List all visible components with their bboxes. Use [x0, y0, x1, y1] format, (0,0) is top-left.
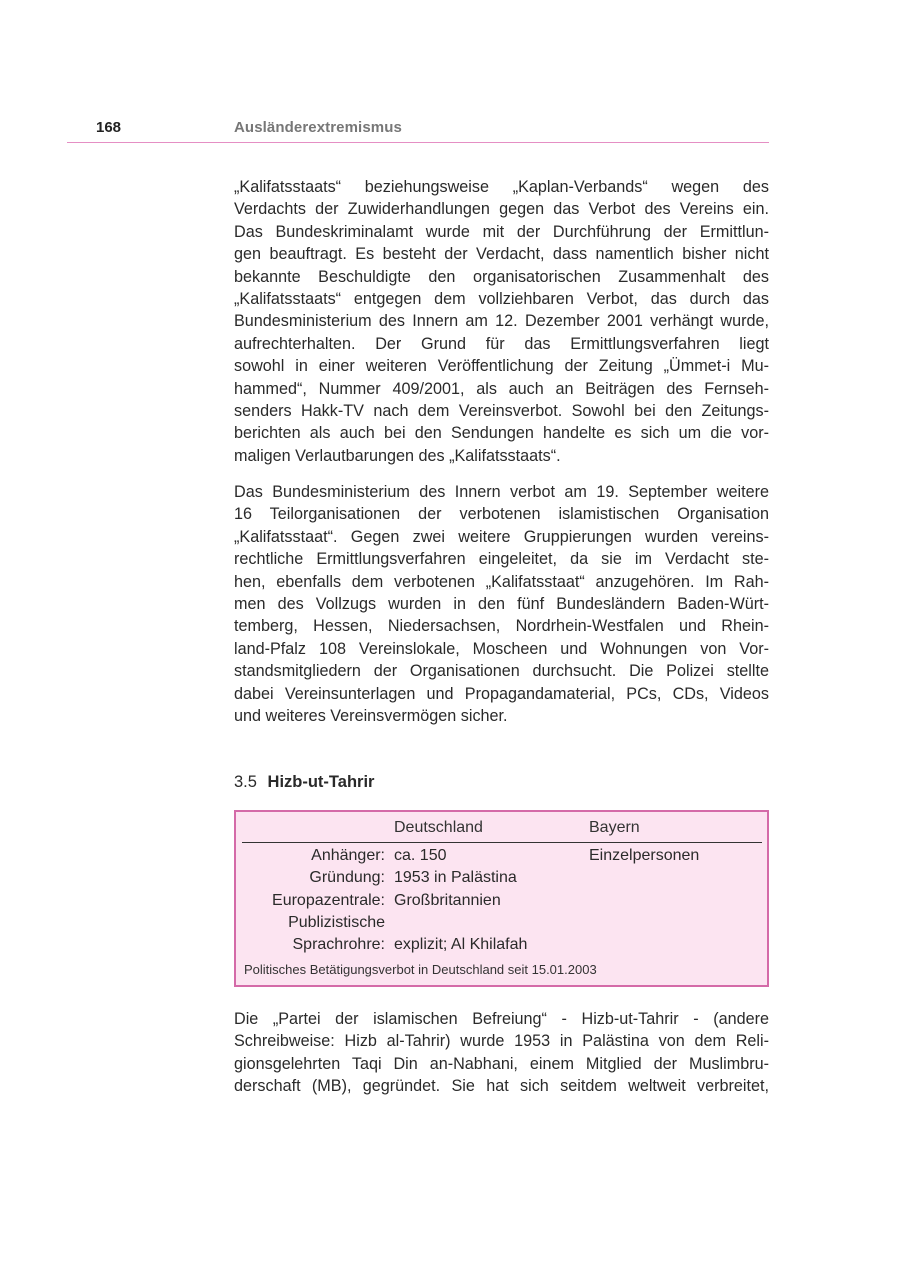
section-number: 3.5: [234, 773, 257, 791]
text-line: bekannte Beschuldigte den organisatorischen Zusammenhalt des: [234, 267, 769, 286]
text-line: land-Pfalz 108 Vereinslokale, Moscheen und Wohnungen von Vor-: [234, 639, 769, 658]
text-line: hammed“, Nummer 409/2001, als auch an Beiträgen des Fernseh-: [234, 379, 769, 398]
fact-box-note: Politisches Betätigungsverbot in Deutschland seit 15.01.2003: [244, 962, 597, 977]
text-line: Das Bundesministerium des Innern verbot am 19. September weitere: [234, 483, 769, 501]
row-label: Anhänger:: [311, 847, 385, 864]
paragraph-kalifatsstaat-investigation: [234, 176, 769, 467]
text-line: dabei Vereinsunterlagen und Propagandamaterial, PCs, CDs, Videos: [234, 684, 769, 703]
chapter-title: Ausländerextremismus: [234, 119, 402, 136]
text-line: maligen Verlautbarungen des „Kalifatsstaats“.: [234, 446, 561, 465]
text-line: aufrechterhalten. Der Grund für das Ermittlungsverfahren liegt: [234, 334, 769, 353]
fact-box: [234, 810, 769, 987]
fact-row-europazentrale: [242, 892, 762, 914]
fact-row-gruendung: [242, 869, 762, 891]
paragraph-teilorganisationen-ban: [234, 481, 769, 727]
text-line: „Kalifatsstaat“. Gegen zwei weitere Gruppierungen wurden vereins-: [234, 527, 769, 546]
text-line: rechtliche Ermittlungsverfahren eingeleitet, da sie im Verdacht ste-: [234, 550, 769, 569]
text-line: Bundesministerium des Innern am 12. Dezember 2001 verhängt wurde,: [234, 312, 769, 331]
text-line: senders Hakk-TV nach dem Vereinsverbot. Sowohl bei den Zeitungs-: [234, 402, 769, 421]
section-heading: [234, 773, 374, 792]
section-title: Hizb-ut-Tahrir: [267, 773, 375, 791]
text-line: 16 Teilorganisationen der verbotenen islamistischen Organisation: [234, 505, 769, 524]
text-line: Verdachts der Zuwiderhandlungen gegen das Verbot des Vereins ein.: [234, 200, 769, 219]
text-line: Das Bundeskriminalamt wurde mit der Durchführung der Ermittlun-: [234, 222, 769, 241]
row-label: Gründung:: [309, 869, 385, 886]
fact-row-sprachrohre: [242, 936, 762, 958]
text-line: „Kalifatsstaats“ beziehungsweise „Kaplan-Verbands“ wegen des: [234, 178, 769, 196]
column-header-bayern: Bayern: [589, 819, 640, 836]
value-deutschland: ca. 150: [394, 847, 447, 864]
text-line: gen beauftragt. Es besteht der Verdacht, dass namentlich bisher nicht: [234, 245, 769, 264]
fact-row-anhaenger: [242, 847, 762, 869]
value-deutschland: explizit; Al Khilafah: [394, 936, 528, 953]
value-bayern: Einzelpersonen: [589, 847, 700, 864]
page-number: 168: [96, 119, 122, 136]
value-deutschland: 1953 in Palästina: [394, 869, 517, 886]
text-line: hen, ebenfalls dem verbotenen „Kalifatsstaat“ anzugehören. Im Rah-: [234, 572, 769, 591]
fact-box-header: [242, 818, 762, 843]
text-line: sowohl in einer weiteren Veröffentlichung der Zeitung „Ümmet-i Mu-: [234, 357, 769, 376]
text-line: Schreibweise: Hizb al-Tahrir) wurde 1953 in Palästina von dem Reli-: [234, 1032, 769, 1051]
text-line: derschaft (MB), gegründet. Sie hat sich seitdem weltweit verbreitet,: [234, 1077, 769, 1096]
text-line: Die „Partei der islamischen Befreiung“ - Hizb-ut-Tahrir - (andere: [234, 1010, 769, 1028]
text-line: und weiteres Vereinsvermögen sicher.: [234, 707, 508, 726]
column-header-deutschland: Deutschland: [394, 819, 483, 836]
text-line: „Kalifatsstaats“ entgegen dem vollziehbaren Verbot, das durch das: [234, 290, 769, 309]
row-label: Sprachrohre:: [292, 936, 385, 953]
text-line: standsmitgliedern der Organisationen durchsucht. Die Polizei stellte: [234, 662, 769, 681]
text-line: temberg, Hessen, Niedersachsen, Nordrhein-Westfalen und Rhein-: [234, 617, 769, 636]
text-line: gionsgelehrten Taqi Din an-Nabhani, einem Mitglied der Muslimbru-: [234, 1054, 769, 1073]
text-line: men des Vollzugs wurden in den fünf Bundesländern Baden-Würt-: [234, 595, 769, 614]
row-label: Europazentrale:: [272, 892, 385, 909]
fact-row-publizistische: [242, 914, 762, 936]
paragraph-hizb-ut-tahrir-intro: [234, 1008, 769, 1098]
text-line: berichten als auch bei den Sendungen handelte es sich um die vor-: [234, 424, 769, 443]
running-head: [67, 116, 769, 143]
row-label: Publizistische: [288, 914, 385, 931]
value-deutschland: Großbritannien: [394, 892, 501, 909]
